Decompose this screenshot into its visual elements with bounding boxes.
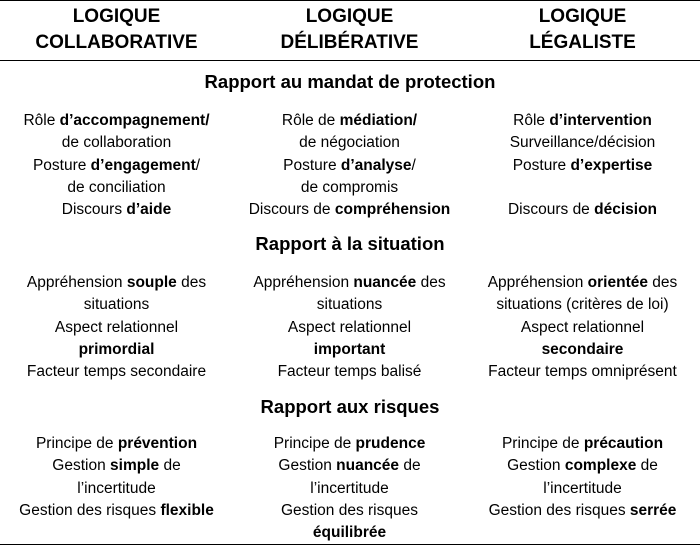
text-segment: de conciliation (67, 178, 166, 196)
header-collaborative (0, 4, 233, 56)
bold-term: d’expertise (570, 156, 653, 174)
cell-line (0, 339, 233, 361)
text-segment: l’incertitude (310, 479, 389, 497)
cell-line (233, 317, 466, 339)
bold-term: équilibrée (312, 524, 387, 542)
cell-line (233, 155, 466, 177)
text-segment: Appréhension (26, 274, 127, 291)
bold-term: important (313, 340, 386, 358)
cell-line (233, 522, 466, 544)
text-segment: des (416, 274, 446, 291)
text-segment: de (399, 457, 421, 475)
header-line: COLLABORATIVE (35, 32, 198, 53)
text-segment: / (195, 156, 201, 174)
bold-term: complexe (564, 457, 637, 475)
cell-line (233, 272, 466, 294)
cell-line (0, 177, 233, 199)
cell-situation-legalist (466, 272, 699, 383)
bold-term: primordial (78, 340, 155, 358)
text-segment: Aspect relationnel (54, 318, 179, 336)
cell-line (466, 500, 699, 522)
section-title-situation: Rapport à la situation (255, 233, 445, 254)
text-segment: Posture (283, 156, 341, 174)
cell-line (0, 155, 233, 177)
header-line: LÉGALISTE (529, 32, 636, 53)
text-segment: Facteur temps omniprésent (488, 363, 677, 381)
cell-line (233, 433, 466, 455)
cell-line (466, 433, 699, 455)
cell-line (233, 177, 466, 199)
bold-term: secondaire (541, 340, 624, 358)
bold-term: compréhension (334, 201, 451, 219)
cell-line (466, 478, 699, 500)
text-segment: Principe de (35, 435, 118, 452)
cell-line (466, 317, 699, 339)
text-segment: l’incertitude (543, 479, 622, 497)
bold-term: orientée (587, 274, 648, 291)
bold-term: flexible (160, 501, 214, 519)
cell-line (466, 294, 699, 316)
text-segment: Gestion (278, 457, 337, 475)
cell-line (466, 132, 699, 154)
cell-line (0, 455, 233, 477)
cell-line (0, 199, 233, 221)
cell-line (466, 177, 699, 199)
text-segment: de (636, 457, 658, 475)
cell-line (0, 433, 233, 455)
cell-line (466, 361, 699, 383)
header-line: LOGIQUE (305, 6, 394, 27)
header-line: LOGIQUE (538, 6, 627, 27)
text-segment: Discours de (248, 201, 335, 219)
text-segment: Principe de (273, 435, 356, 452)
cell-situation-deliberative (233, 272, 466, 383)
cell-mandate-legalist (466, 110, 699, 221)
cell-line (0, 500, 233, 522)
cell-line (0, 272, 233, 294)
bold-term: simple (110, 457, 160, 475)
bold-term: nuancée (336, 457, 400, 475)
text-segment: l’incertitude (77, 479, 156, 497)
text-segment: situations (316, 296, 383, 314)
text-segment: Rôle de (281, 112, 340, 129)
bold-term: précaution (583, 435, 664, 452)
cell-line (0, 132, 233, 154)
text-segment: des (647, 274, 678, 291)
cell-line (233, 110, 466, 132)
text-segment: Rôle (513, 112, 550, 129)
cell-mandate-collaborative (0, 110, 233, 221)
cell-line (233, 294, 466, 316)
text-segment: de compromis (300, 178, 399, 196)
cell-line (0, 361, 233, 383)
bold-term: décision (594, 201, 658, 219)
cell-line (466, 339, 699, 361)
header-rule (0, 60, 700, 61)
cell-line (233, 339, 466, 361)
cell-line (466, 455, 699, 477)
text-segment: Aspect relationnel (287, 318, 412, 336)
text-segment: Facteur temps balisé (277, 363, 422, 381)
cell-line (233, 455, 466, 477)
text-segment: Gestion des risques (281, 501, 418, 519)
text-segment: Discours (61, 201, 127, 219)
cell-line (466, 155, 699, 177)
bold-term: d’intervention (549, 112, 652, 129)
text-segment: / (411, 156, 416, 174)
bold-term: d’engagement (90, 156, 196, 174)
bold-term: serrée (629, 501, 677, 519)
text-segment: Appréhension (487, 274, 588, 291)
header-line: LOGIQUE (72, 6, 161, 27)
cell-line (233, 500, 466, 522)
text-segment: Aspect relationnel (520, 318, 645, 336)
cell-line (233, 199, 466, 221)
cell-line (233, 361, 466, 383)
cell-line (466, 272, 699, 294)
section-title-risks: Rapport aux risques (260, 396, 440, 417)
bold-term: prévention (117, 435, 198, 452)
header-line: DÉLIBÉRATIVE (280, 32, 419, 53)
bold-term: d’aide (126, 201, 172, 219)
text-segment: Appréhension (253, 274, 354, 291)
text-segment: Rôle (23, 112, 60, 129)
cell-line (466, 199, 699, 221)
cell-risks-deliberative (233, 433, 466, 544)
cell-line (0, 110, 233, 132)
text-segment: de (159, 457, 181, 475)
bold-term: prudence (355, 435, 426, 452)
text-segment: Posture (32, 156, 91, 174)
header-legalist (466, 4, 699, 56)
cell-line (0, 478, 233, 500)
text-segment: situations (83, 296, 150, 314)
text-segment: situations (critères de loi) (496, 296, 669, 314)
text-segment: Gestion des risques (488, 501, 630, 519)
text-segment: Gestion (52, 457, 111, 475)
text-segment: de négociation (299, 134, 400, 152)
text-segment: Surveillance/décision (509, 134, 656, 152)
text-segment: Posture (512, 156, 571, 174)
cell-risks-collaborative (0, 433, 233, 522)
cell-risks-legalist (466, 433, 699, 522)
bold-term: médiation/ (339, 112, 418, 129)
text-segment: de collaboration (61, 134, 172, 152)
bold-term: d’accompagnement/ (59, 112, 210, 129)
text-segment: Gestion (507, 457, 565, 475)
cell-line (466, 110, 699, 132)
cell-line (0, 317, 233, 339)
header-deliberative (233, 4, 466, 56)
cell-line (0, 294, 233, 316)
cell-situation-collaborative (0, 272, 233, 383)
bold-term: souple (126, 274, 177, 291)
section-title-mandate: Rapport au mandat de protection (204, 71, 496, 92)
header-row (0, 0, 700, 60)
cell-line (233, 478, 466, 500)
text-segment: Discours de (507, 201, 595, 219)
bold-term: nuancée (353, 274, 417, 291)
text-segment: Principe de (501, 435, 584, 452)
text-segment: des (176, 274, 207, 291)
text-segment: Gestion des risques (19, 501, 161, 519)
bold-term: d’analyse (340, 156, 412, 174)
cell-mandate-deliberative (233, 110, 466, 221)
cell-line (233, 132, 466, 154)
text-segment: Facteur temps secondaire (26, 363, 207, 381)
